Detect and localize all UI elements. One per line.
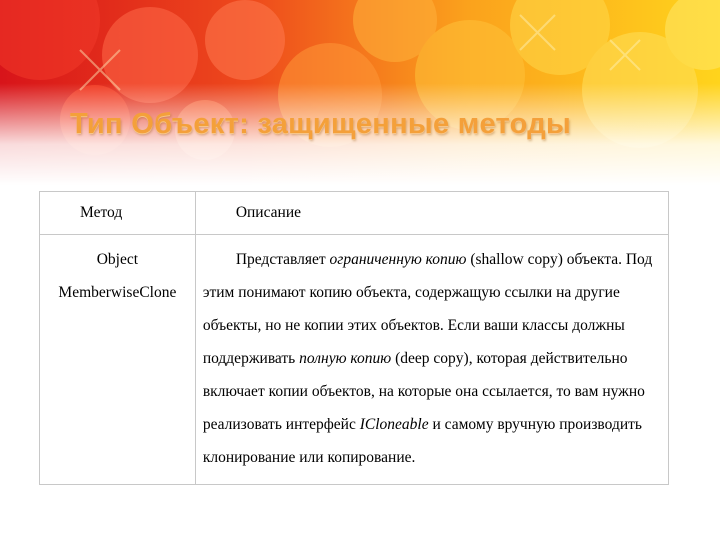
slide-title: Тип Объект: защищенные методы	[70, 108, 572, 140]
methods-table	[39, 191, 669, 485]
description-cell	[195, 235, 668, 485]
desc-part: Представляет	[235, 251, 330, 268]
desc-emphasis-shallow: ограниченную копию	[329, 251, 467, 268]
method-name	[40, 235, 195, 309]
header-description-label: Описание	[235, 204, 302, 221]
method-cell	[40, 235, 196, 485]
header-method-label: Метод	[80, 204, 123, 221]
desc-emphasis-deep: полную копию	[299, 350, 392, 367]
desc-emphasis-interface: ICloneable	[359, 416, 429, 433]
method-name-line2: MemberwiseClone	[58, 284, 177, 301]
desc-part: (shallow copy) объекта. Под этим понимают копию объекта, содержащую ссылки на другие объекты, но не копии этих объектов. Если ваши классы должны поддерживать	[202, 251, 653, 367]
table-row	[40, 235, 669, 485]
header-cell-method	[40, 192, 196, 235]
table-header-row	[40, 192, 669, 235]
desc-part: (deep copy), которая действительно включает копии объектов, на которые она ссылается, то вам нужно реализовать интерфейс	[202, 350, 645, 433]
decorative-bokeh-banner	[0, 0, 720, 185]
header-cell-description	[195, 192, 668, 235]
method-description	[196, 235, 668, 484]
bokeh-background-graphic	[0, 0, 720, 185]
method-name-line1: Object	[96, 251, 139, 268]
desc-part: и самому вручную производить клонирование или копирование.	[202, 416, 642, 466]
